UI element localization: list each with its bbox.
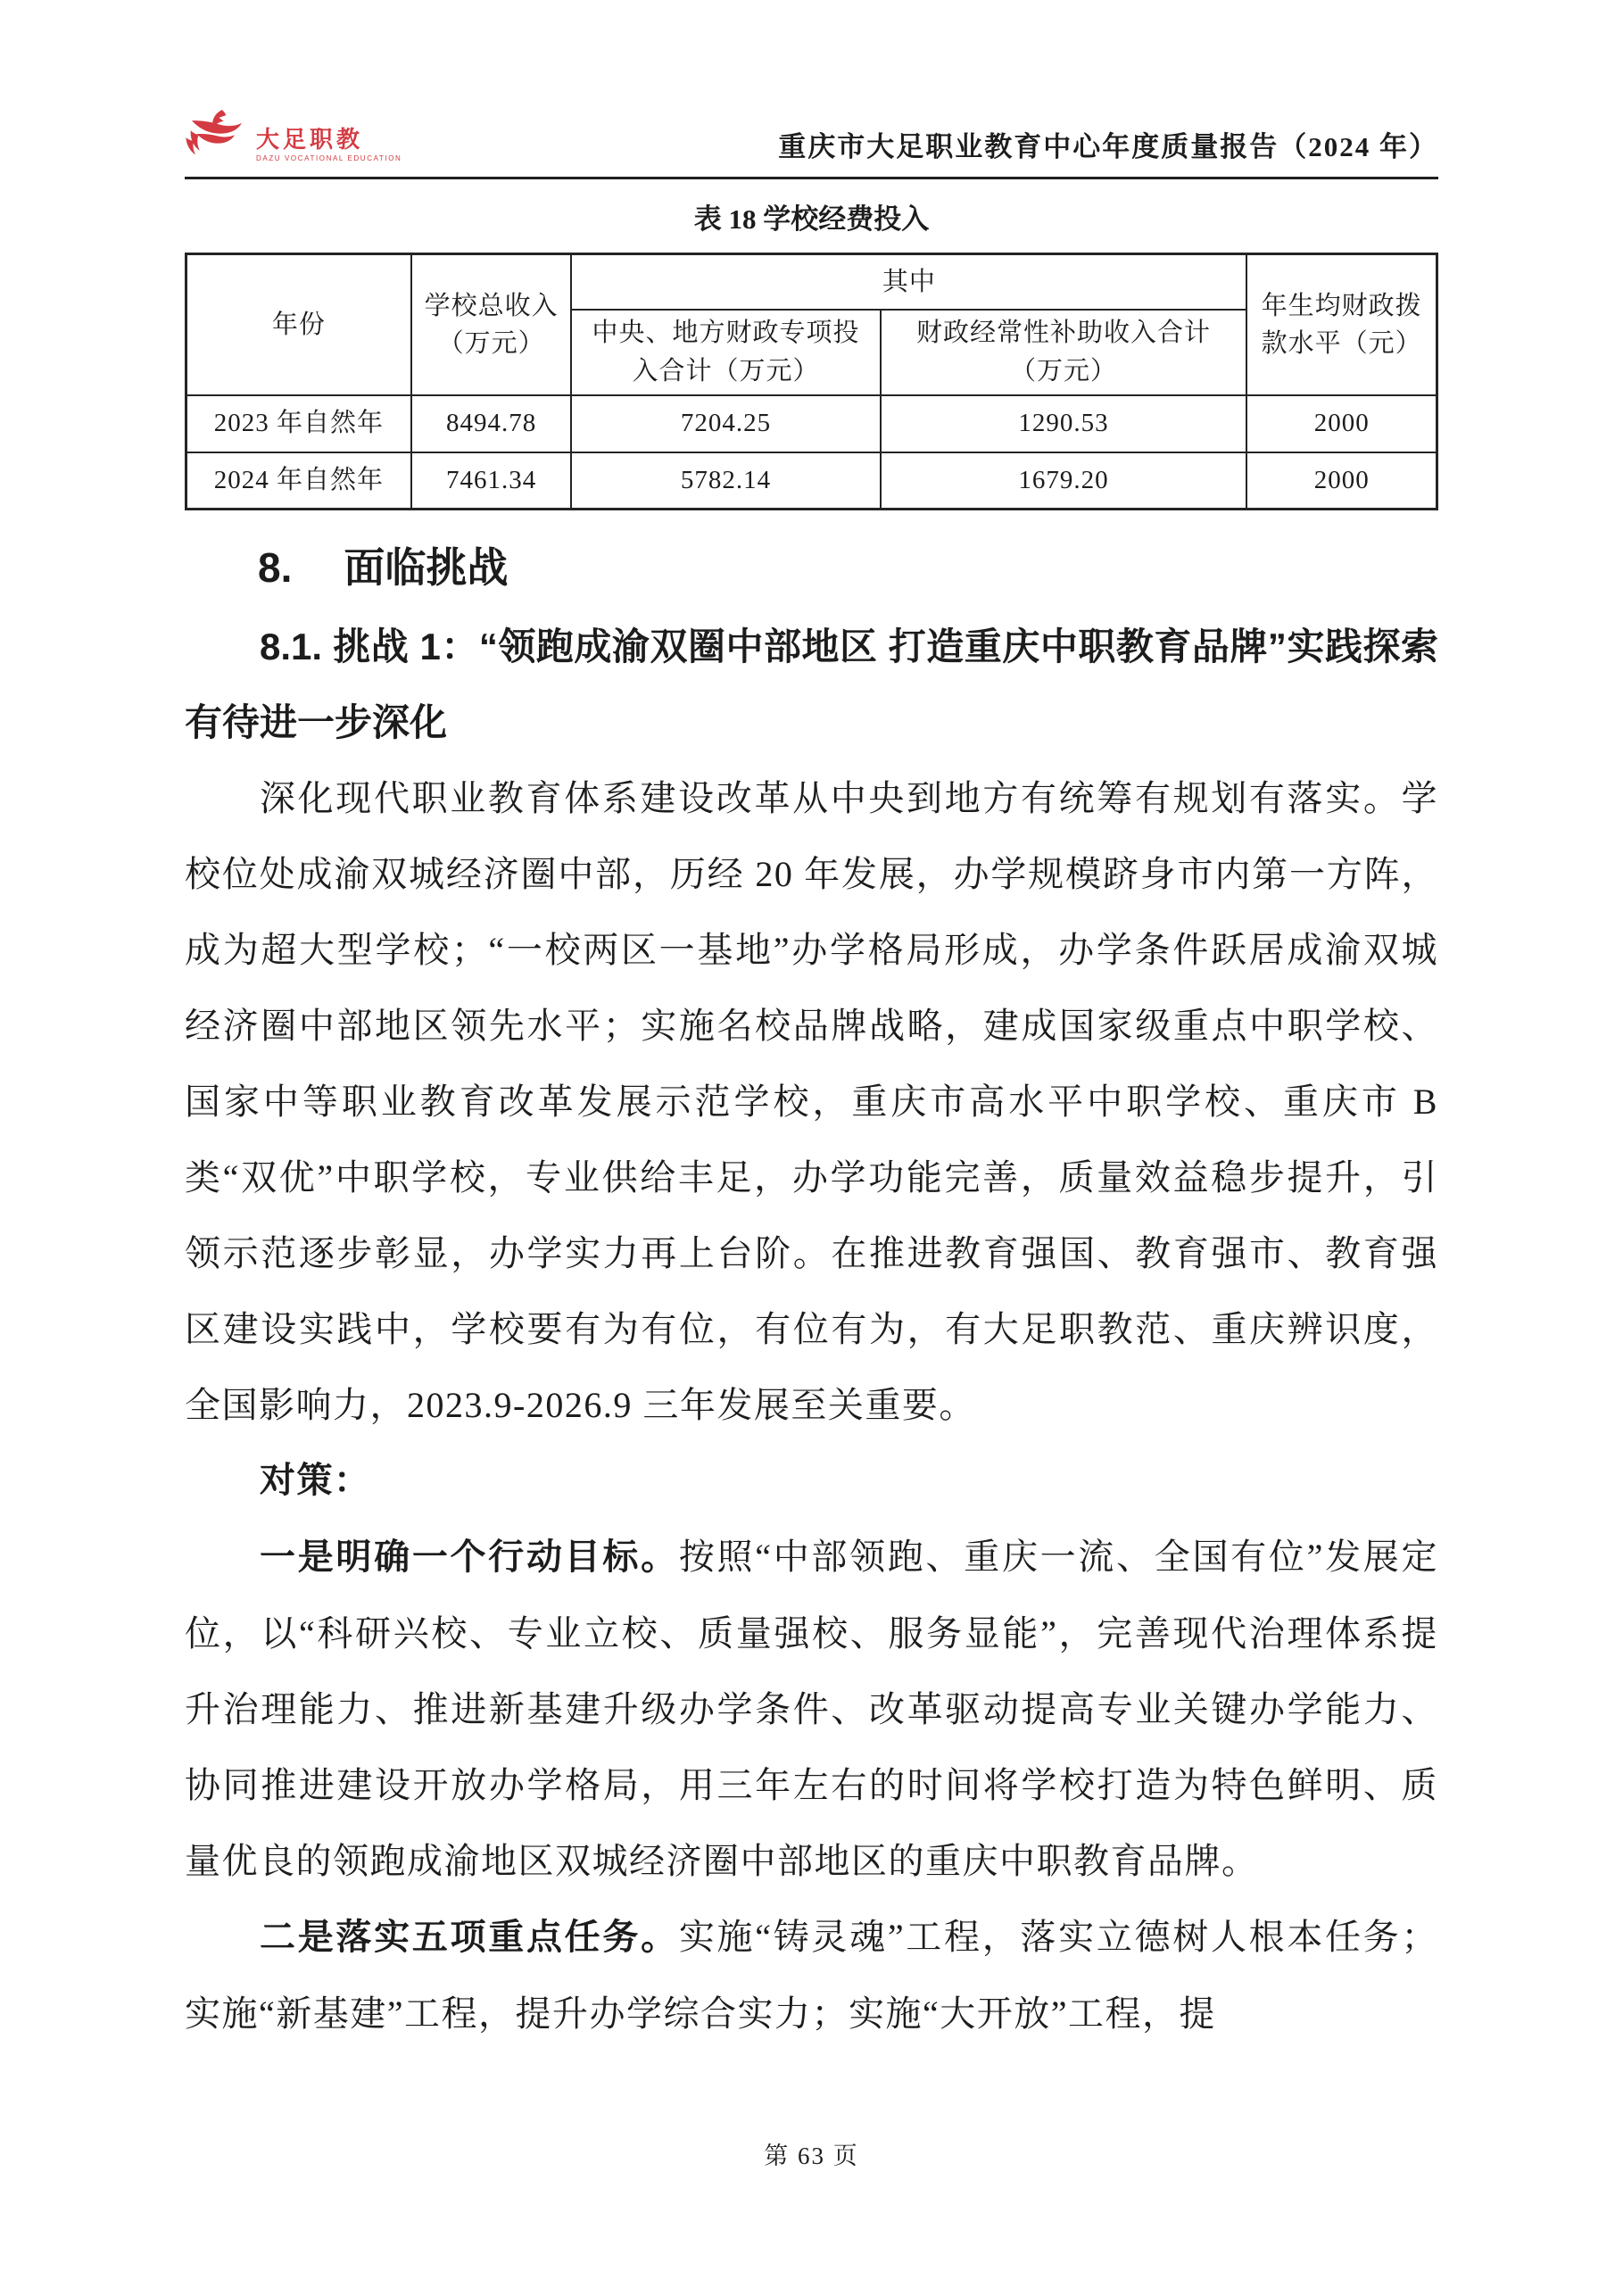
page-header xyxy=(185,0,1438,179)
funding-table xyxy=(185,253,1438,510)
content-column xyxy=(185,0,1438,2051)
cell-special-investment: 5782.14 xyxy=(571,452,880,510)
section-heading xyxy=(185,535,1438,600)
table-row xyxy=(186,452,1437,510)
col-header-per-student-funding: 年生均财政拨款水平（元） xyxy=(1246,254,1437,395)
paragraph-overview: 深化现代职业教育体系建设改革从中央到地方有统筹有规划有落实。学校位处成渝双城经济圈中部，历经 20 年发展，办学规模跻身市内第一方阵，成为超大型学校；“一校两区一基地”办学格局形成，办学条件跃居成渝双城经济圈中部地区领先水平；实施名校品牌战略，建成国家级重点中职学校、国家中等职业教育改革发展示范学校，重庆市高水平中职学校、重庆市 B 类“双优”中职学校，专业供给丰足，办学功能完善，质量效益稳步提升，引领示范逐步彰显，办学实力再上台阶。在推进教育强国、教育强市、教育强区建设实践中，学校要有为有位，有位有为，有大足职教范、重庆辨识度，全国影响力，2023.9-2026.9 三年发展至关重要。 xyxy=(185,778,1438,1425)
cell-regular-subsidy: 1290.53 xyxy=(881,395,1247,452)
cell-total-income: 8494.78 xyxy=(411,395,571,452)
paragraph-tasks-text: 实施“铸灵魂”工程，落实立德树人根本任务；实施“新基建”工程，提升办学综合实力；实施“大开放”工程，提 xyxy=(185,1917,1439,2034)
cell-year: 2024 年自然年 xyxy=(186,452,411,510)
cell-special-investment: 7204.25 xyxy=(571,395,880,452)
section-title: 面临挑战 xyxy=(344,544,509,591)
phoenix-logo-icon xyxy=(185,107,251,164)
school-logo xyxy=(185,107,402,164)
paragraph-goal-text: 按照“中部领跑、重庆一流、全国有位”发展定位，以“科研兴校、专业立校、质量强校、服务显能”，完善现代治理体系提升治理能力、推进新基建升级办学条件、改革驱动提高专业关键办学能力、协同推进建设开放办学格局，用三年左右的时间将学校打造为特色鲜明、质量优良的领跑成渝地区双城经济圈中部地区的重庆中职教育品牌。 xyxy=(185,1537,1439,1881)
paragraph-goal xyxy=(185,1519,1438,1899)
section-number: 8. xyxy=(258,544,293,591)
paragraph-goal-lead: 一是明确一个行动目标。 xyxy=(260,1538,679,1577)
col-header-subtotal-group: 其中 xyxy=(571,254,1246,310)
col-header-regular-subsidy: 财政经常性补助收入合计（万元） xyxy=(881,310,1247,395)
paragraph-tasks xyxy=(185,1899,1438,2051)
cell-per-student-funding: 2000 xyxy=(1246,452,1437,510)
logo-title: 大足职教 xyxy=(256,126,364,153)
table-row xyxy=(186,395,1437,452)
col-header-total-income: 学校总收入（万元） xyxy=(411,254,571,395)
table-caption: 表 18 学校经费投入 xyxy=(693,203,930,235)
cell-per-student-funding: 2000 xyxy=(1246,395,1437,452)
col-header-year: 年份 xyxy=(186,254,411,395)
subsection-heading: 8.1. 挑战 1：“领跑成渝双圈中部地区 打造重庆中职教育品牌”实践探索有待进一步深化 xyxy=(185,626,1438,743)
col-header-special-investment: 中央、地方财政专项投入合计（万元） xyxy=(571,310,880,395)
report-title: 重庆市大足职业教育中心年度质量报告（2024 年） xyxy=(778,131,1438,162)
table-header-row-1 xyxy=(186,254,1437,310)
cell-year: 2023 年自然年 xyxy=(186,395,411,452)
page-number: 第 63 页 xyxy=(764,2143,859,2169)
paragraph-tasks-lead: 二是落实五项重点任务。 xyxy=(260,1918,679,1957)
cell-total-income: 7461.34 xyxy=(411,452,571,510)
cell-regular-subsidy: 1679.20 xyxy=(881,452,1247,510)
logo-text-block xyxy=(256,127,402,164)
logo-subtitle: DAZU VOCATIONAL EDUCATION xyxy=(256,154,402,162)
countermeasures-label: 对策： xyxy=(260,1461,371,1500)
